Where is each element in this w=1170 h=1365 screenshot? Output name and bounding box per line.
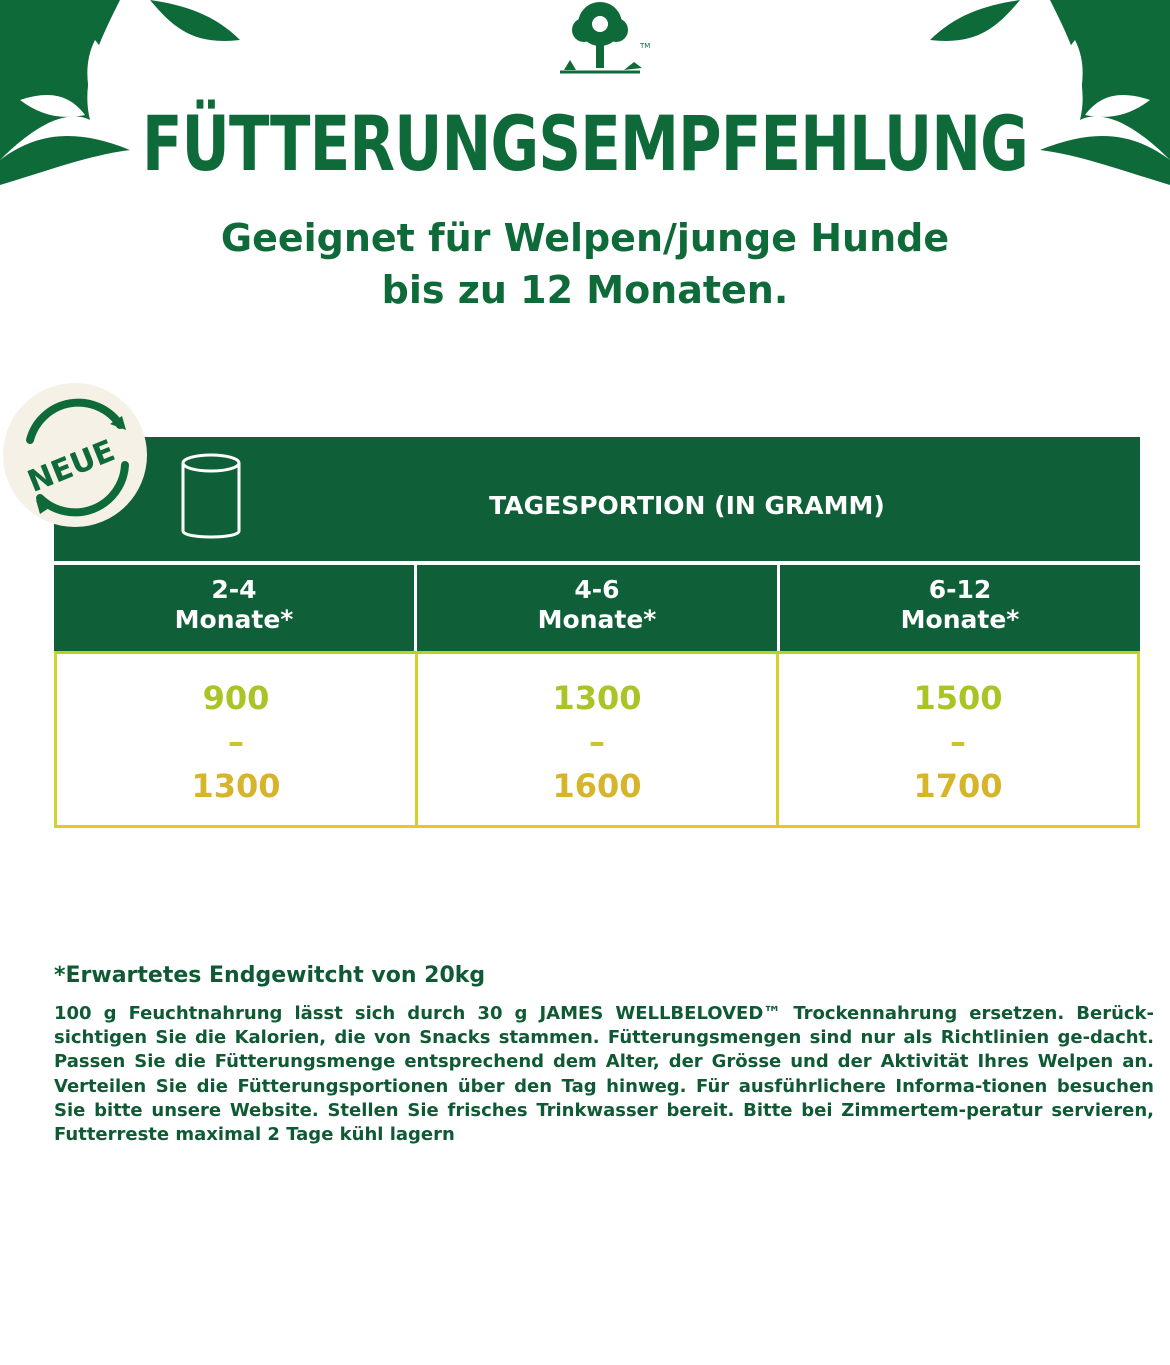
portion-max: 1700 xyxy=(913,767,1003,805)
portion-min: 900 xyxy=(202,679,270,717)
portion-cell-6-12 xyxy=(776,654,1137,825)
portion-min: 1300 xyxy=(552,679,642,717)
trademark-mark: TM xyxy=(640,42,651,50)
column-header-2-4 xyxy=(54,565,414,651)
new-badge-icon xyxy=(0,380,150,530)
portion-cell-4-6 xyxy=(415,654,776,825)
table-title: TAGESPORTION (IN GRAMM) xyxy=(489,491,885,520)
badge-text: NEUE xyxy=(22,433,120,500)
tree-logo-icon xyxy=(540,0,660,80)
feeding-table-header xyxy=(54,437,1140,561)
subtitle xyxy=(0,212,1170,316)
footnote-body: 100 g Feuchtnahrung lässt sich durch 30 g JAMES WELLBELOVED™ Trockennahrung ersetzen. Berück-sichtigen Sie die Kalorien, die von Snacks stammen. Fütterungsmengen sind nur als Richtlinien ge-dacht. Passen Sie die Fütterungsmenge entsprechend dem Alter, der Grösse und der Aktivität Ihres Welpen an. Verteilen Sie die Fütterungsportionen über den Tag hinweg. Für ausführlichere Informa-tionen besuchen Sie bitte unsere Website. Stellen Sie frisches Trinkwasser bereit. Bitte bei Zimmertem-peratur servieren, Futterreste maximal 2 Tage kühl lagern xyxy=(54,1003,1154,1146)
portion-values xyxy=(54,651,1140,828)
column-header-4-6 xyxy=(414,565,777,651)
portion-min: 1500 xyxy=(913,679,1003,717)
age-range: 4-6 xyxy=(574,575,620,604)
age-unit: Monate* xyxy=(174,605,294,634)
portion-separator: – xyxy=(228,723,244,761)
portion-separator: – xyxy=(950,723,966,761)
age-range: 6-12 xyxy=(928,575,992,604)
portion-separator: – xyxy=(589,723,605,761)
footnote-heading: *Erwartetes Endgewitcht von 20kg xyxy=(54,963,486,988)
portion-max: 1300 xyxy=(191,767,281,805)
column-header-6-12 xyxy=(777,565,1140,651)
subtitle-line-1: Geeignet für Welpen/junge Hunde xyxy=(220,216,950,260)
page-title: FÜTTERUNGSEMPFEHLUNG xyxy=(141,99,1029,188)
age-unit: Monate* xyxy=(537,605,657,634)
age-column-headers xyxy=(54,565,1140,651)
subtitle-line-2: bis zu 12 Monaten. xyxy=(381,268,789,312)
portion-cell-2-4 xyxy=(57,654,415,825)
portion-max: 1600 xyxy=(552,767,642,805)
age-unit: Monate* xyxy=(900,605,1020,634)
age-range: 2-4 xyxy=(211,575,257,604)
